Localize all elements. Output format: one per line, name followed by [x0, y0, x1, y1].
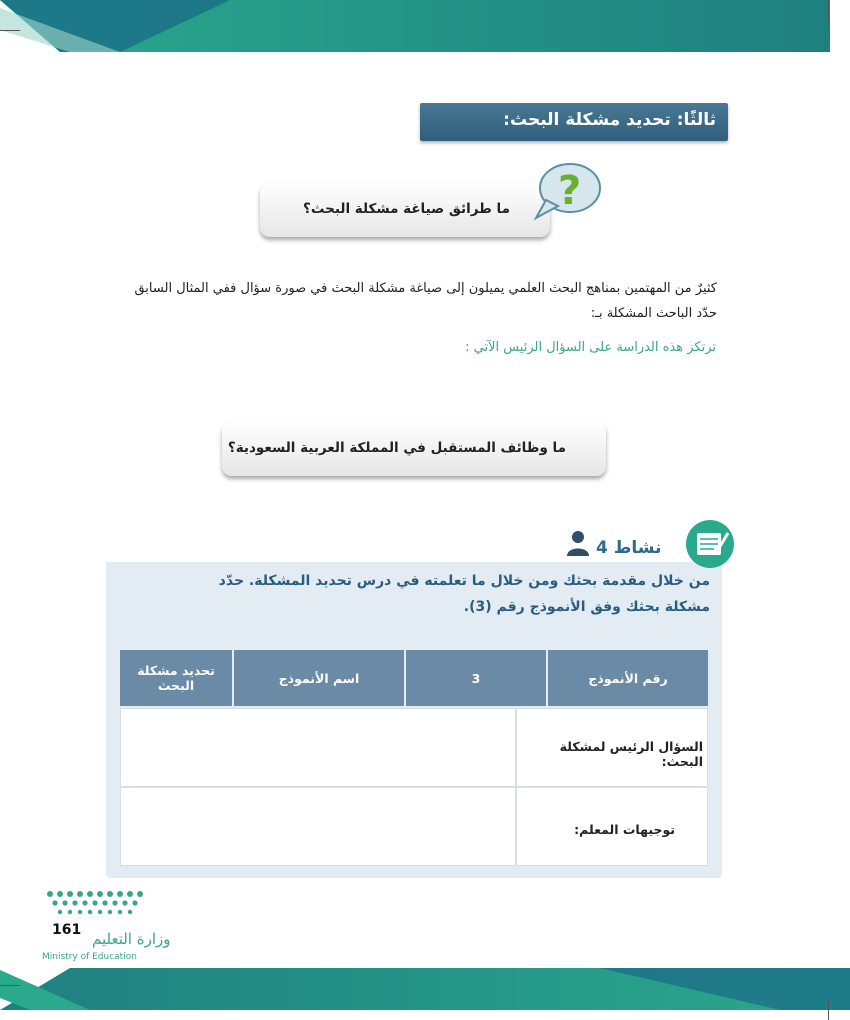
main-question-callout [222, 422, 606, 476]
ministry-name-arabic: وزارة التعليم [92, 930, 171, 948]
ministry-logo-icon [40, 888, 150, 926]
header-problem-label: تحديد مشكلة البحث [120, 650, 232, 706]
paragraph-line: حدّد الباحث المشكلة بـ: [590, 306, 717, 321]
question-bubble-icon [532, 160, 602, 222]
section-header [420, 103, 728, 141]
question-callout [260, 183, 550, 237]
page-number: 161 [52, 922, 82, 938]
notebook-pen-icon [680, 519, 740, 569]
activity-instructions [150, 568, 710, 620]
svg-text:?: ? [558, 168, 582, 214]
bottom-banner [0, 958, 850, 1020]
paragraph-line: كثيرٌ من المهتمين بمناهج البحث العلمي يميلون إلى صياغة مشكلة البحث في صورة سؤال ففي المثال السابق [134, 281, 717, 296]
row-label: توجيهات المعلم: [574, 822, 675, 837]
research-problem-form [120, 650, 708, 866]
focus-statement: ترتكز هذه الدراسة على السؤال الرئيس الآتي : [465, 340, 716, 355]
ministry-name-english: Ministry of Education [42, 952, 137, 962]
activity-title: نشاط 4 [596, 538, 662, 558]
header-model-number-value: 3 [406, 650, 546, 706]
instruction-line: من خلال مقدمة بحثك ومن خلال ما تعلمته في درس تحديد المشكلة. حدّد [218, 573, 710, 589]
main-question-label-cell [516, 708, 708, 787]
main-question-answer-cell[interactable] [120, 708, 516, 787]
top-banner [0, 0, 850, 52]
row-label: السؤال الرئيس لمشكلة البحث: [559, 739, 703, 769]
instruction-line: مشكلة بحثك وفق الأنموذج رقم (3). [463, 599, 710, 615]
header-model-name-label: اسم الأنموذج [234, 650, 404, 706]
person-icon [566, 530, 590, 556]
main-question-text: ما وظائف المستقبل في المملكة العربية السعودية؟ [227, 440, 566, 456]
intro-paragraph [95, 276, 717, 326]
section-title: ثالثًا: تحديد مشكلة البحث: [503, 110, 716, 130]
teacher-notes-label-cell [516, 787, 708, 866]
teacher-notes-answer-cell[interactable] [120, 787, 516, 866]
question-text: ما طرائق صياغة مشكلة البحث؟ [303, 201, 510, 217]
header-model-number-label: رقم الأنموذج [548, 650, 708, 706]
